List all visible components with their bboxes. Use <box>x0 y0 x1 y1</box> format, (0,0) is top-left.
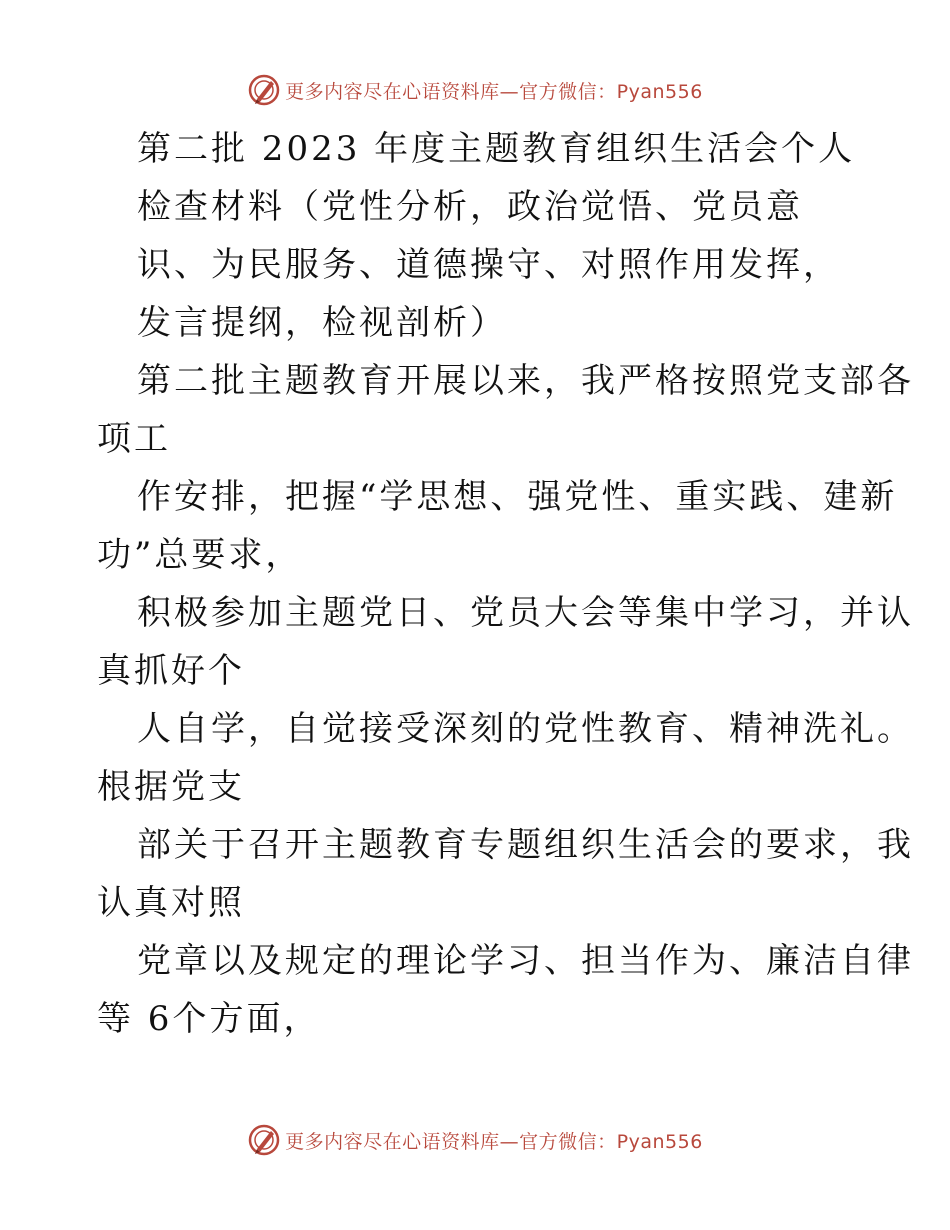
title-line-3: 识、为民服务、道德操守、对照作用发挥， <box>137 245 840 285</box>
paragraph-line: 党章以及规定的理论学习、担当作为、廉洁自律 <box>137 941 914 981</box>
paragraph-line: 功”总要求， <box>97 535 303 575</box>
footer-banner <box>0 1120 950 1160</box>
title-line-4: 发言提纲，检视剖析） <box>137 303 507 343</box>
title-line-1: 第二批 2023 年度主题教育组织生活会个人 <box>137 129 856 169</box>
document-body <box>97 120 914 1048</box>
header-banner <box>0 70 950 110</box>
paragraph-line: 根据党支 <box>97 767 245 807</box>
pen-seal-icon <box>247 73 281 107</box>
footer-banner-text: 更多内容尽在心语资料库—官方微信：Pyan556 <box>285 1130 703 1153</box>
paragraph-line: 第二批主题教育开展以来，我严格按照党支部各 <box>137 361 914 401</box>
paragraph-line: 认真对照 <box>97 883 245 923</box>
paragraph-line: 人自学，自觉接受深刻的党性教育、精神洗礼。 <box>137 709 914 749</box>
paragraph-line: 项工 <box>97 419 171 459</box>
paragraph-line: 作安排，把握“学思想、强党性、重实践、建新 <box>137 477 898 517</box>
paragraph-line: 真抓好个 <box>97 651 245 691</box>
pen-seal-icon <box>247 1123 281 1157</box>
paragraph-line: 积极参加主题党日、党员大会等集中学习，并认 <box>137 593 914 633</box>
header-banner-text: 更多内容尽在心语资料库—官方微信：Pyan556 <box>285 80 703 103</box>
title-line-2: 检查材料（党性分析，政治觉悟、党员意 <box>137 187 803 227</box>
paragraph-line: 等 6个方面， <box>97 999 321 1039</box>
paragraph-line: 部关于召开主题教育专题组织生活会的要求，我 <box>137 825 914 865</box>
